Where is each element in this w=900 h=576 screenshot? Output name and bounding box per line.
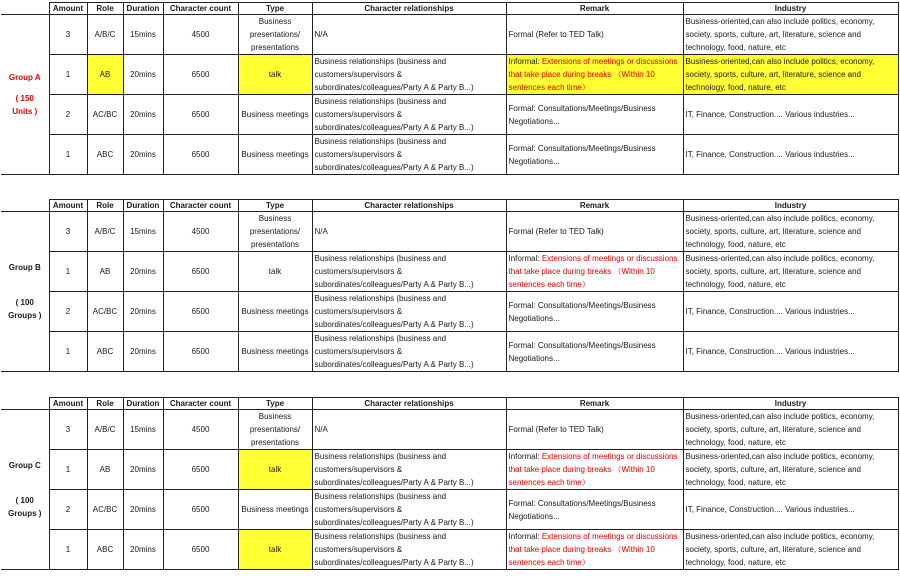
header-type: Type [238,200,312,212]
header-relationships: Character relationships [312,3,506,15]
header-row [1,398,898,410]
header-row [1,3,898,15]
table-row [1,292,898,332]
cell-role: AB [87,450,123,490]
cell-duration: 20mins [123,95,163,135]
cell-relationship: Business relationships (business and customers/supervisors & subordinates/colleagues/Party A & Party B...) [312,95,506,135]
header-relationships: Character relationships [312,398,506,410]
corner-cell [1,398,49,410]
header-duration: Duration [123,398,163,410]
header-role: Role [87,3,123,15]
corner-cell [1,3,49,15]
table-row [1,15,898,55]
cell-type: Business meetings [238,490,312,530]
cell-character-count: 6500 [163,55,238,95]
remark-text: Informal: [508,254,542,263]
group-label: Group B [8,263,41,272]
cell-role: ABC [87,332,123,372]
cell-character-count: 4500 [163,410,238,450]
cell-role: A/B/C [87,410,123,450]
cell-remark [506,95,683,135]
table-row [1,252,898,292]
cell-duration: 15mins [123,15,163,55]
header-type: Type [238,398,312,410]
cell-relationship: N/A [312,15,506,55]
cell-relationship: Business relationships (business and customers/supervisors & subordinates/colleagues/Party A & Party B...) [312,252,506,292]
cell-duration: 20mins [123,135,163,175]
header-row [1,200,898,212]
header-amount: Amount [49,200,87,212]
cell-duration: 20mins [123,292,163,332]
group-b-table [1,199,899,372]
cell-role: AC/BC [87,490,123,530]
cell-amount: 1 [49,135,87,175]
cell-amount: 2 [49,490,87,530]
cell-remark [506,490,683,530]
cell-character-count: 6500 [163,332,238,372]
cell-relationship: N/A [312,212,506,252]
table-row [1,490,898,530]
group-count: ( 100 Groups ) [8,298,42,320]
cell-role: AB [87,252,123,292]
cell-amount: 1 [49,332,87,372]
cell-remark [506,135,683,175]
cell-role: ABC [87,530,123,570]
cell-relationship: Business relationships (business and customers/supervisors & subordinates/colleagues/Party A & Party B...) [312,135,506,175]
cell-relationship: Business relationships (business and customers/supervisors & subordinates/colleagues/Party A & Party B...) [312,530,506,570]
group-a-block [1,2,899,175]
cell-industry: IT, Finance, Construction.... Various industries... [683,135,898,175]
remark-text: Formal: Consultations/Meetings/Business Negotiations... [508,103,656,126]
remark-text: Formal (Refer to TED Talk) [508,30,604,39]
remark-text: Formal: Consultations/Meetings/Business Negotiations... [508,300,656,323]
cell-character-count: 6500 [163,490,238,530]
header-relationships: Character relationships [312,200,506,212]
table-row [1,332,898,372]
table-row [1,450,898,490]
cell-duration: 20mins [123,55,163,95]
header-character-count: Character count [163,398,238,410]
cell-type: Business presentations/ presentations [238,410,312,450]
cell-role: AC/BC [87,95,123,135]
cell-industry: Business-oriented,can also include politics, economy, society, sports, culture, art, literature, science and technology, food, nature, etc [683,15,898,55]
remark-text: Formal: Consultations/Meetings/Business Negotiations... [508,143,656,166]
cell-character-count: 4500 [163,212,238,252]
group-label-cell [1,212,49,372]
cell-industry: Business-oriented,can also include politics, economy, society, sports, culture, art, literature, science and technology, food, nature, etc [683,450,898,490]
cell-type: talk [238,252,312,292]
cell-type: Business presentations/ presentations [238,212,312,252]
cell-type: Business meetings [238,332,312,372]
cell-type: Business meetings [238,135,312,175]
cell-remark [506,410,683,450]
cell-duration: 20mins [123,332,163,372]
cell-character-count: 6500 [163,135,238,175]
header-character-count: Character count [163,3,238,15]
remark-text: Informal: [508,57,542,66]
cell-remark [506,55,683,95]
header-duration: Duration [123,3,163,15]
cell-industry: IT, Finance, Construction.... Various industries... [683,95,898,135]
remark-text: Formal: Consultations/Meetings/Business Negotiations... [508,340,656,363]
cell-amount: 2 [49,292,87,332]
remark-red-text: Extensions of meetings or discussions that take place during breaks （Within 10 sentences each time） [508,452,678,487]
group-label: Group C [8,461,41,470]
cell-character-count: 4500 [163,15,238,55]
cell-industry: Business-oriented,can also include politics, economy, society, sports, culture, art, literature, science and technology, food, nature, etc [683,530,898,570]
cell-amount: 3 [49,410,87,450]
header-amount: Amount [49,398,87,410]
cell-amount: 1 [49,450,87,490]
group-a-table [1,2,899,175]
cell-remark [506,212,683,252]
table-row [1,212,898,252]
cell-type: talk [238,55,312,95]
cell-character-count: 6500 [163,292,238,332]
cell-remark [506,252,683,292]
table-row [1,410,898,450]
cell-role: A/B/C [87,15,123,55]
group-label-cell [1,410,49,570]
remark-text: Formal (Refer to TED Talk) [508,227,604,236]
header-role: Role [87,200,123,212]
remark-text: Informal: [508,452,542,461]
header-remark: Remark [506,398,683,410]
header-remark: Remark [506,3,683,15]
table-row [1,95,898,135]
cell-character-count: 6500 [163,530,238,570]
cell-duration: 20mins [123,530,163,570]
remark-text: Informal: [508,532,542,541]
header-character-count: Character count [163,200,238,212]
cell-duration: 15mins [123,410,163,450]
cell-role: ABC [87,135,123,175]
header-remark: Remark [506,200,683,212]
cell-relationship: Business relationships (business and customers/supervisors & subordinates/colleagues/Party A & Party B...) [312,332,506,372]
cell-type: Business meetings [238,95,312,135]
header-industry: Industry [683,398,898,410]
header-industry: Industry [683,3,898,15]
cell-duration: 20mins [123,450,163,490]
cell-amount: 3 [49,212,87,252]
cell-industry: Business-oriented,can also include politics, economy, society, sports, culture, art, literature, science and technology, food, nature, etc [683,252,898,292]
table-row [1,55,898,95]
group-c-block [1,397,899,570]
cell-industry: IT, Finance, Construction.... Various industries... [683,332,898,372]
cell-duration: 15mins [123,212,163,252]
cell-duration: 20mins [123,490,163,530]
cell-character-count: 6500 [163,95,238,135]
cell-industry: Business-oriented,can also include politics, economy, society, sports, culture, art, literature, science and technology, food, nature, etc [683,212,898,252]
cell-type: talk [238,450,312,490]
cell-duration: 20mins [123,252,163,292]
cell-type: talk [238,530,312,570]
cell-remark [506,450,683,490]
cell-remark [506,332,683,372]
cell-remark [506,15,683,55]
cell-industry: Business-oriented,can also include politics, economy, society, sports, culture, art, literature, science and technology, food, nature, etc [683,410,898,450]
cell-amount: 1 [49,530,87,570]
group-b-block [1,199,899,372]
cell-amount: 1 [49,55,87,95]
group-label-cell [1,15,49,175]
table-row [1,530,898,570]
cell-amount: 1 [49,252,87,292]
remark-red-text: Extensions of meetings or discussions that take place during breaks （Within 10 sentences each time） [508,532,678,567]
table-row [1,135,898,175]
corner-cell [1,200,49,212]
cell-relationship: Business relationships (business and customers/supervisors & subordinates/colleagues/Party A & Party B...) [312,55,506,95]
cell-remark [506,530,683,570]
remark-text: Formal: Consultations/Meetings/Business Negotiations... [508,498,656,521]
group-count: ( 100 Groups ) [8,496,42,518]
cell-industry: Business-oriented,can also include politics, economy, society, sports, culture, art, literature, science and technology, food, nature, etc [683,55,898,95]
cell-role: A/B/C [87,212,123,252]
group-count: ( 150 Units ) [12,94,38,116]
header-type: Type [238,3,312,15]
remark-text: Formal (Refer to TED Talk) [508,425,604,434]
group-label: Group A [8,73,41,82]
cell-character-count: 6500 [163,252,238,292]
cell-type: Business presentations/ presentations [238,15,312,55]
group-c-table [1,397,899,570]
cell-character-count: 6500 [163,450,238,490]
header-role: Role [87,398,123,410]
cell-relationship: Business relationships (business and customers/supervisors & subordinates/colleagues/Party A & Party B...) [312,292,506,332]
cell-role: AC/BC [87,292,123,332]
cell-remark [506,292,683,332]
remark-red-text: Extensions of meetings or discussions that take place during breaks （Within 10 sentences each time） [508,254,678,289]
header-industry: Industry [683,200,898,212]
cell-relationship: N/A [312,410,506,450]
remark-red-text: Extensions of meetings or discussions that take place during breaks （Within 10 sentences each time） [508,57,678,92]
cell-relationship: Business relationships (business and customers/supervisors & subordinates/colleagues/Party A & Party B...) [312,490,506,530]
cell-industry: IT, Finance, Construction.... Various industries... [683,490,898,530]
cell-relationship: Business relationships (business and customers/supervisors & subordinates/colleagues/Party A & Party B...) [312,450,506,490]
header-duration: Duration [123,200,163,212]
cell-amount: 2 [49,95,87,135]
cell-type: Business meetings [238,292,312,332]
cell-amount: 3 [49,15,87,55]
header-amount: Amount [49,3,87,15]
cell-industry: IT, Finance, Construction.... Various industries... [683,292,898,332]
cell-role: AB [87,55,123,95]
